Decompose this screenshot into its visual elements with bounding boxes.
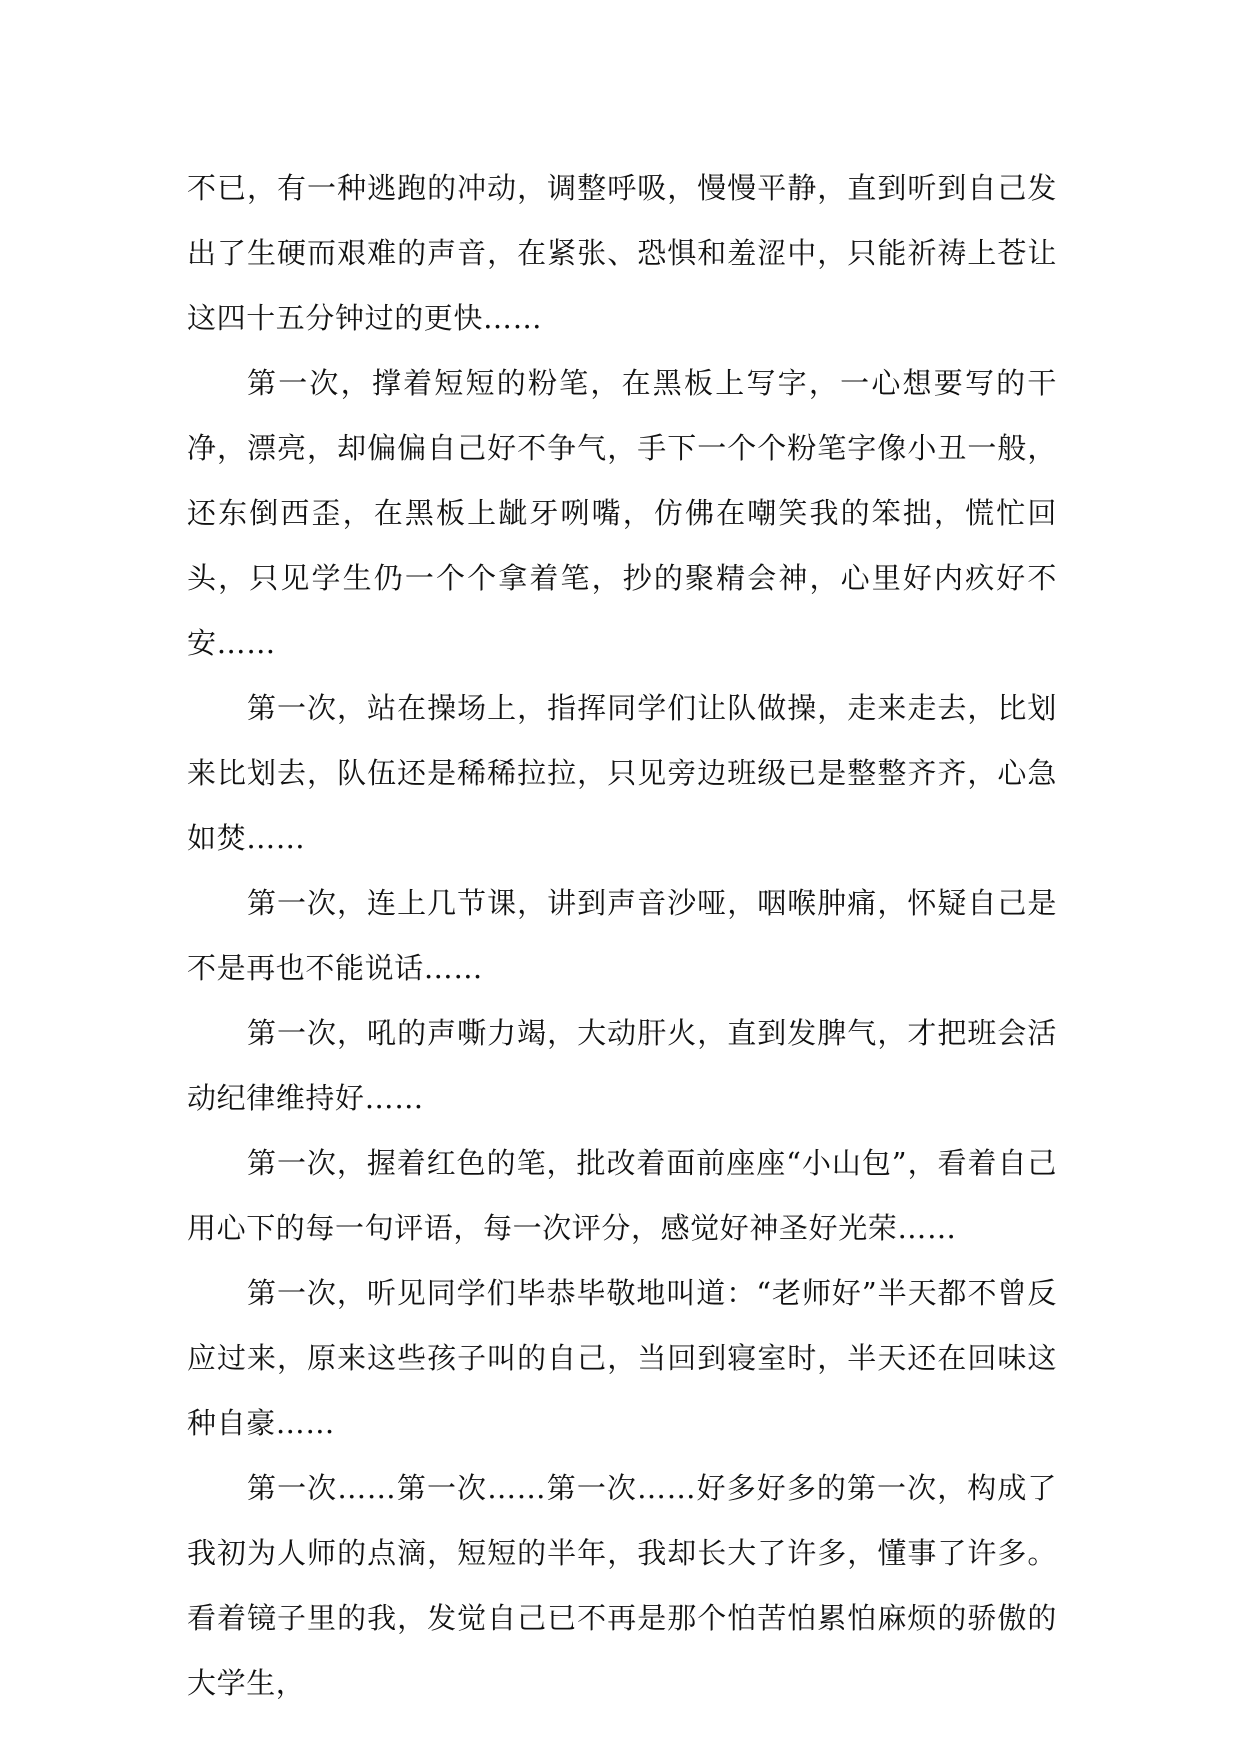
document-body (187, 156, 1057, 1716)
paragraph-3: 第一次，站在操场上，指挥同学们让队做操，走来走去，比划来比划去，队伍还是稀稀拉拉，只见旁边班级已是整整齐齐，心急如焚…… (187, 691, 1057, 855)
paragraph-8: 第一次……第一次……第一次……好多好多的第一次，构成了我初为人师的点滴，短短的半年，我却长大了许多，懂事了许多。看着镜子里的我，发觉自己已不再是那个怕苦怕累怕麻烦的骄傲的大学生， (187, 1471, 1057, 1700)
paragraph-1: 不已，有一种逃跑的冲动，调整呼吸，慢慢平静，直到听到自己发出了生硬而艰难的声音，在紧张、恐惧和羞涩中，只能祈祷上苍让这四十五分钟过的更快…… (187, 171, 1057, 335)
paragraph-6: 第一次，握着红色的笔，批改着面前座座“小山包”，看着自己用心下的每一句评语，每一次评分，感觉好神圣好光荣…… (187, 1146, 1057, 1245)
paragraph-4: 第一次，连上几节课，讲到声音沙哑，咽喉肿痛，怀疑自己是不是再也不能说话…… (187, 886, 1057, 985)
paragraph-2: 第一次，撑着短短的粉笔，在黑板上写字，一心想要写的干净，漂亮，却偏偏自己好不争气，手下一个个粉笔字像小丑一般，还东倒西歪，在黑板上龇牙咧嘴，仿佛在嘲笑我的笨拙，慌忙回头，只见学生仍一个个拿着笔，抄的聚精会神，心里好内疚好不安…… (187, 366, 1057, 660)
paragraph-5: 第一次，吼的声嘶力竭，大动肝火，直到发脾气，才把班会活动纪律维持好…… (187, 1016, 1057, 1115)
paragraph-7: 第一次，听见同学们毕恭毕敬地叫道：“老师好”半天都不曾反应过来，原来这些孩子叫的自己，当回到寝室时，半天还在回味这种自豪…… (187, 1276, 1057, 1440)
